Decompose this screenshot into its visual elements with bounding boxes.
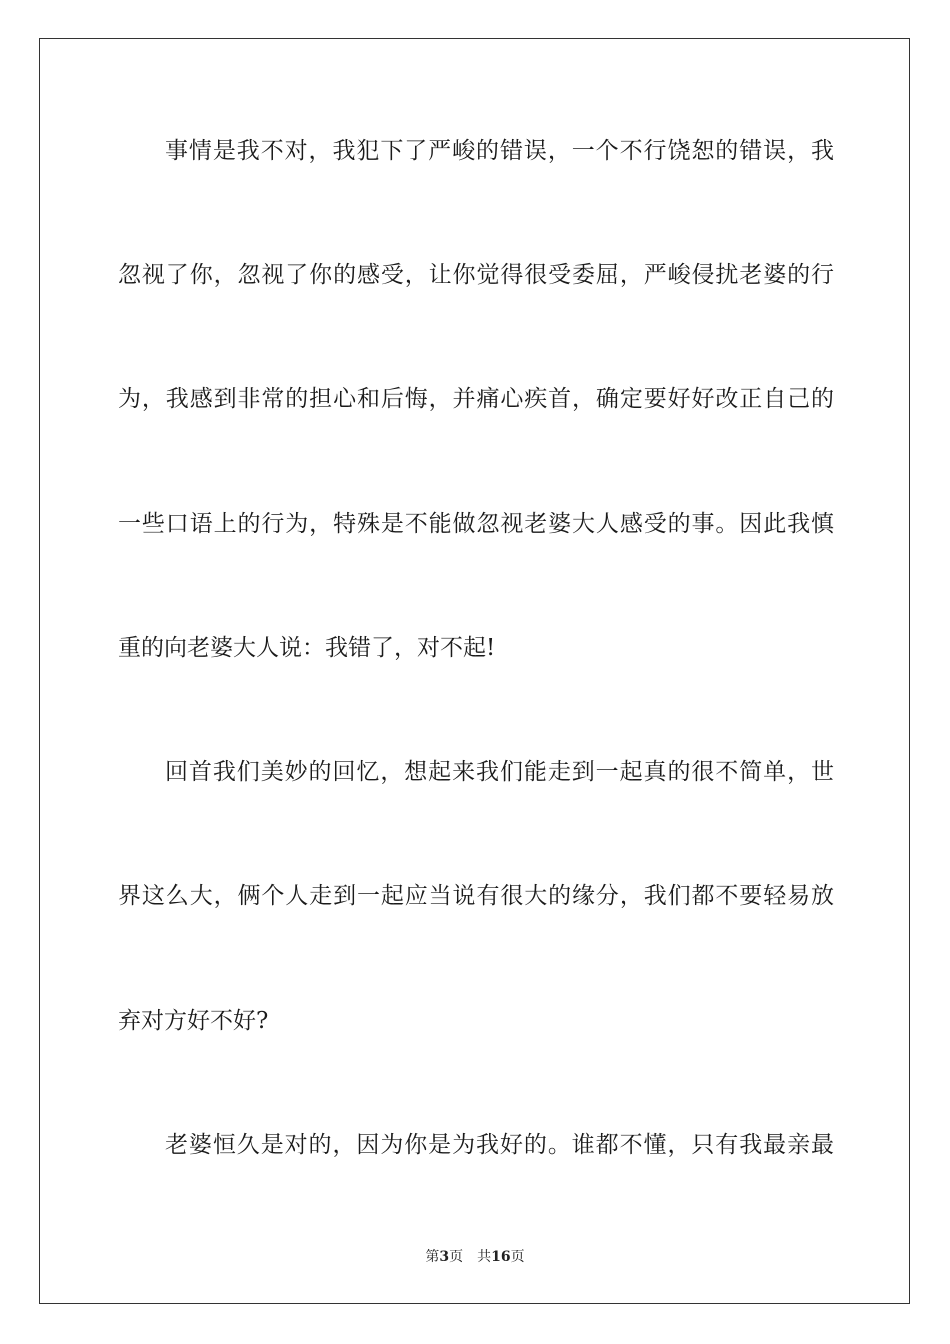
footer-total-number: 16 — [491, 1249, 511, 1265]
paragraph-2-line-1: 回首我们美妙的回忆，想起来我们能走到一起真的很不简单，世 — [165, 759, 834, 785]
paragraph-1-line-5: 重的向老婆大人说：我错了，对不起! — [118, 635, 496, 661]
footer-page-prefix: 第 — [425, 1249, 440, 1265]
paragraph-1-line-4: 一些口语上的行为，特殊是不能做忽视老婆大人感受的事。因此我慎 — [118, 511, 834, 537]
paragraph-2-line-2: 界这么大，俩个人走到一起应当说有很大的缘分，我们都不要轻易放 — [118, 883, 834, 909]
page-border — [39, 38, 910, 1304]
paragraph-3-line-1: 老婆恒久是对的，因为你是为我好的。谁都不懂，只有我最亲最 — [165, 1132, 834, 1158]
footer-page-suffix: 页 — [449, 1249, 464, 1265]
page-footer — [0, 1248, 950, 1266]
paragraph-1-line-3: 为，我感到非常的担心和后悔，并痛心疾首，确定要好好改正自己的 — [118, 386, 834, 412]
footer-page-number: 3 — [439, 1249, 450, 1265]
paragraph-2-line-3: 弃对方好不好? — [118, 1008, 269, 1034]
paragraph-1-line-1: 事情是我不对，我犯下了严峻的错误，一个不行饶恕的错误，我 — [165, 138, 834, 164]
paragraph-1-line-2: 忽视了你，忽视了你的感受，让你觉得很受委屈，严峻侵扰老婆的行 — [118, 262, 834, 288]
footer-total-suffix: 页 — [510, 1249, 525, 1265]
footer-total-prefix: 共 — [477, 1249, 492, 1265]
